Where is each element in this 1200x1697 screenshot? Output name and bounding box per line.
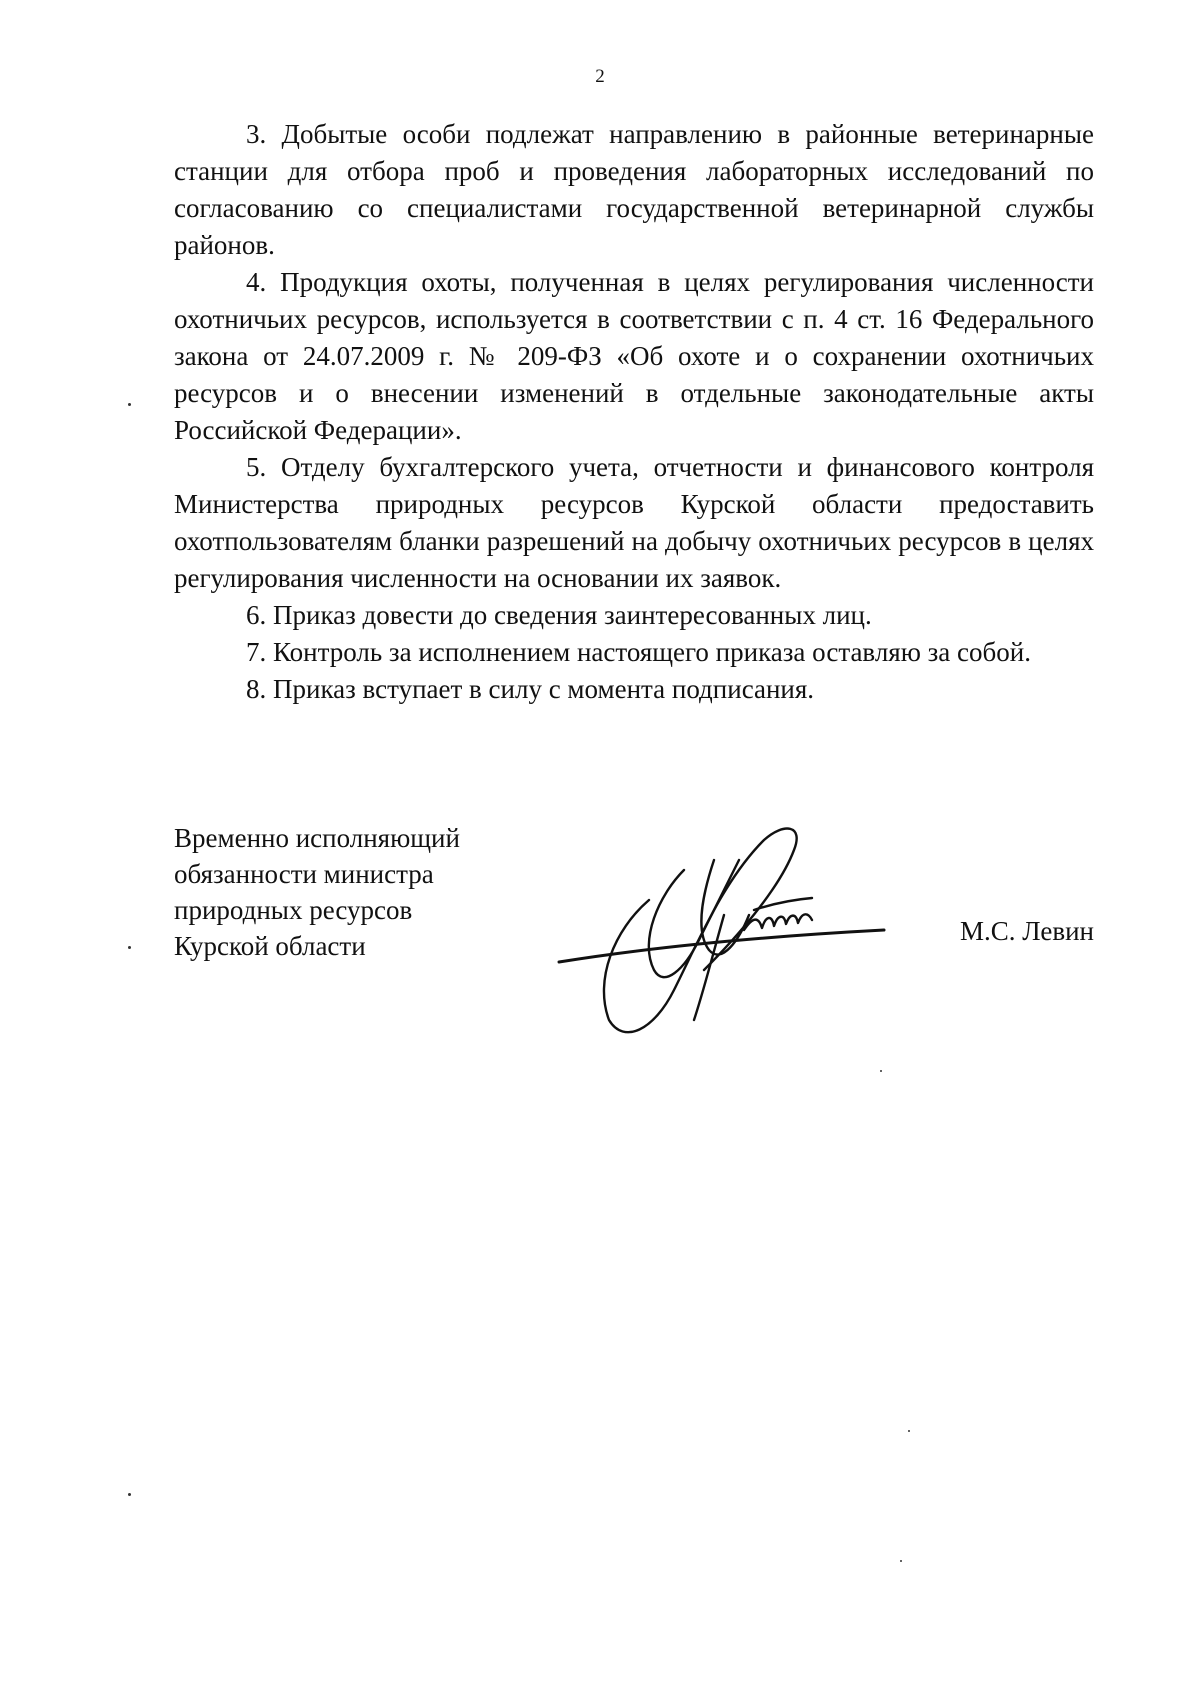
signature-block xyxy=(174,820,1094,1050)
scan-speck xyxy=(128,1493,131,1496)
page-number: 2 xyxy=(595,66,605,87)
paragraph-6: 6. Приказ довести до сведения заинтересованных лиц. xyxy=(246,600,872,630)
signatory-title-line: Временно исполняющий xyxy=(174,823,460,853)
signatory-title-line: природных ресурсов xyxy=(174,895,413,925)
signatory-title xyxy=(174,820,460,964)
paragraph-5: 5. Отделу бухгалтерского учета, отчетности и финансового контроля Министерства природных ресурсов Курской области предоставить охотпользователям бланки разрешений на добычу охотничьих ресурсов в целях регулирования численности на основании их заявок. xyxy=(174,452,1094,593)
scan-speck xyxy=(128,946,131,949)
paragraph-4: 4. Продукция охоты, полученная в целях регулирования численности охотничьих ресурсов, используется в соответствии с п. 4 ст. 16 Федерального закона от 24.07.2009 г. № 209-ФЗ «Об охоте и о сохранении охотничьих ресурсов и о внесении изменений в отдельные законодательные акты Российской Федерации». xyxy=(174,267,1094,445)
scan-speck xyxy=(880,1070,882,1072)
signatory-title-line: обязанности министра xyxy=(174,859,434,889)
paragraph-3: 3. Добытые особи подлежат направлению в районные ветеринарные станции для отбора проб и проведения лабораторных исследований по согласованию со специалистами государственной ветеринарной службы районов. xyxy=(174,119,1094,260)
paragraph-7: 7. Контроль за исполнением настоящего приказа оставляю за собой. xyxy=(246,637,1031,667)
scan-speck xyxy=(908,1430,910,1432)
document-body xyxy=(174,116,1094,708)
signatory-title-line: Курской области xyxy=(174,931,366,961)
scan-speck xyxy=(128,403,131,406)
paragraph-8: 8. Приказ вступает в силу с момента подписания. xyxy=(246,674,815,704)
scan-speck xyxy=(900,1560,902,1562)
signatory-name: М.С. Левин xyxy=(959,916,1094,946)
handwritten-signature xyxy=(554,820,924,1050)
